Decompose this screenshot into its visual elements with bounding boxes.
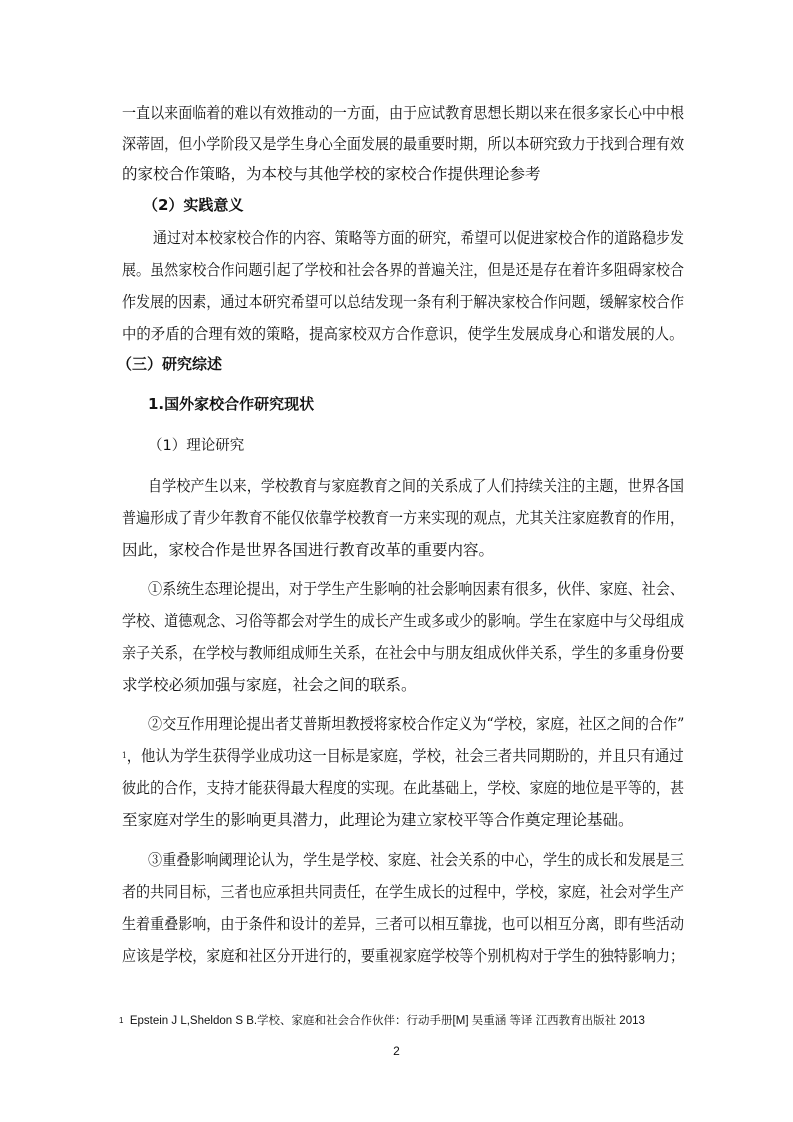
ecology-line-1: ①系统生态理论提出，对于学生产生影响的社会影响因素有很多，伙伴、家庭、社会、 (148, 580, 685, 598)
overlap-line-3: 生着重叠影响，由于条件和设计的差异，三者可以相互靠拢，也可以相互分离，即有些活动 (122, 915, 685, 933)
intro-line-2: 深蒂固，但小学阶段又是学生身心全面发展的最重要时期，所以本研究致力于找到合理有效 (122, 135, 685, 153)
overlap-line-4: 应该是学校，家庭和社区分开进行的，要重视家庭学校等个别机构对于学生的独特影响力； (122, 947, 685, 965)
theory-line-2: 普遍形成了青少年教育不能仅依靠学校教育一方来实现的观点，尤其关注家庭教育的作用， (122, 509, 685, 527)
practice-line-3: 作发展的因素，通过本研究希望可以总结发现一条有利于解决家校合作问题，缓解家校合作 (122, 293, 685, 311)
footnote-reference-mark: 1 (122, 751, 127, 760)
intro-line-3: 的家校合作策略，为本校与其他学校的家校合作提供理论参考 (122, 165, 541, 183)
theory-line-1: 自学校产生以来，学校教育与家庭教育之间的关系成了人们持续关注的主题，世界各国 (148, 477, 685, 495)
interaction-line-2 (122, 746, 684, 766)
interaction-line-1: ②交互作用理论提出者艾普斯坦教授将家校合作定义为“学校，家庭，社区之间的合作” (148, 715, 685, 733)
practice-line-2: 展。虽然家校合作问题引起了学校和社会各界的普遍关注，但是还是存在着许多阻碍家校合 (122, 261, 685, 279)
page-number: 2 (393, 1044, 400, 1058)
practice-line-4: 中的矛盾的合理有效的策略，提高家校双方合作意识，使学生发展成身心和谐发展的人。 (122, 325, 684, 343)
heading-research-review: （三）研究综述 (117, 355, 223, 373)
interaction-line-3: 彼此的合作，支持才能获得最大程度的实现。在此基础上，学校、家庭的地位是平等的，甚 (122, 779, 685, 797)
intro-line-1: 一直以来面临着的难以有效推动的一方面，由于应试教育思想长期以来在很多家长心中中根 (122, 104, 685, 122)
theory-line-3: 因此，家校合作是世界各国进行教育改革的重要内容。 (122, 541, 495, 559)
ecology-line-4: 求学校必须加强与家庭，社会之间的联系。 (122, 676, 417, 694)
footnote-mark: 1 (119, 1016, 124, 1025)
footnote-text: Epstein J L,Sheldon S B.学校、家庭和社会合作伙伴：行动手册[M] 吴重涵 等译 江西教育出版社 2013 (129, 1015, 645, 1027)
heading-theory-research: （1）理论研究 (148, 438, 245, 454)
heading-practical-significance: （2）实践意义 (143, 196, 244, 214)
footnote (119, 1011, 645, 1031)
overlap-line-2: 者的共同目标，三者也应承担共同责任，在学生成长的过程中，学校，家庭，社会对学生产 (122, 883, 685, 901)
interaction-line-4: 至家庭对学生的影响更具潜力，此理论为建立家校平等合作奠定理论基础。 (122, 811, 634, 829)
practice-line-1: 通过对本校家校合作的内容、策略等方面的研究，希望可以促进家校合作的道路稳步发 (153, 229, 684, 247)
ecology-line-2: 学校、道德观念、习俗等都会对学生的成长产生或多或少的影响。学生在家庭中与父母组成 (122, 612, 685, 630)
ecology-line-3: 亲子关系，在学校与教师组成师生关系，在社会中与朋友组成伙伴关系，学生的多重身份要 (122, 644, 685, 662)
interaction-line-2-text: ，他认为学生获得学业成功这一目标是家庭，学校，社会三者共同期盼的，并且只有通过 (126, 747, 684, 765)
overlap-line-1: ③重叠影响阈理论认为，学生是学校、家庭、社会关系的中心，学生的成长和发展是三 (148, 851, 685, 869)
heading-foreign-research: 1.国外家校合作研究现状 (148, 395, 315, 413)
